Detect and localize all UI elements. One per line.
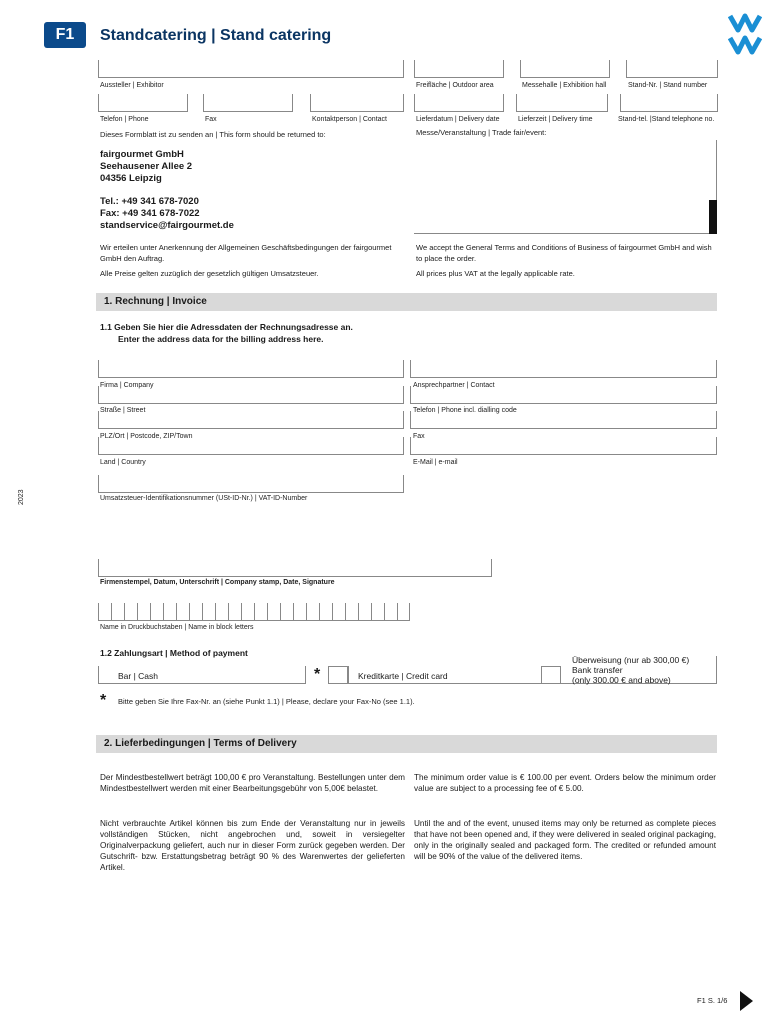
recipient-tel: Tel.: +49 341 678-7020	[100, 196, 199, 207]
delivery-de-2: Nicht verbrauchte Artikel können bis zum Ende der Veranstaltung nur in jeweils vollständigen Stücken, nicht angebrochen und, soweit in versiegelter Originalverpackung geliefert, auch nur in dieser Form zurück gegeben werden. Der Gutschrift- bzw. Erstattungsbetrag beträgt 90 % des Warenwertes der gelieferten Artikel.	[100, 819, 405, 872]
recipient-company: fairgourmet GmbH	[100, 149, 184, 160]
street-label: Straße | Street	[100, 407, 146, 414]
delivery-de-1: Der Mindestbestellwert beträgt 100,00 € pro Veranstaltung. Bestellungen unter dem Mindestbestellwert werden mit einer Bearbeitungsgebühr von 5,00€ belastet.	[100, 773, 405, 793]
email-field[interactable]	[410, 437, 717, 455]
recipient-city: 04356 Leipzig	[100, 173, 162, 184]
terms-de-1: Wir erteilen unter Anerkennung der Allgemeinen Geschäftsbedingungen der fairgourmet GmbH den Auftrag.	[100, 243, 392, 263]
block-letters-field[interactable]	[98, 603, 410, 621]
credit-card-checkbox[interactable]	[328, 666, 348, 684]
terms-en-1: We accept the General Terms and Conditions of Business of fairgourmet GmbH and wish to place the order.	[416, 243, 712, 263]
billing-instruction-de: 1.1 Geben Sie hier die Adressdaten der Rechnungsadresse an.	[100, 322, 353, 332]
billing-phone-label: Telefon | Phone incl. dialling code	[413, 407, 517, 414]
vat-id-field[interactable]	[98, 475, 404, 493]
country-field[interactable]	[98, 437, 404, 455]
bank-transfer-limit: (only 300.00 € and above)	[572, 675, 671, 685]
bank-transfer-en: Bank transfer	[572, 665, 623, 675]
billing-fax-label: Fax	[413, 433, 425, 440]
contact-label: Kontaktperson | Contact	[312, 116, 387, 123]
year-marker: 2023	[18, 489, 25, 505]
billing-instruction	[100, 321, 353, 345]
fax-field[interactable]	[203, 94, 293, 112]
exhibition-hall-label: Messehalle | Exhibition hall	[522, 82, 607, 89]
cash-label: Bar | Cash	[118, 671, 159, 681]
trade-fair-field[interactable]	[414, 140, 717, 234]
stand-number-field[interactable]	[626, 60, 718, 78]
credit-card-label: Kreditkarte | Credit card	[358, 671, 448, 681]
payment-title: 1.2 Zahlungsart | Method of payment	[100, 648, 248, 658]
fax-footnote: Bitte geben Sie Ihre Fax-Nr. an (siehe Punkt 1.1) | Please, declare your Fax-No (see 1.1).	[118, 697, 415, 706]
delivery-date-field[interactable]	[414, 94, 504, 112]
recipient-address	[100, 149, 192, 185]
billing-instruction-en: Enter the address data for the billing address here.	[118, 334, 324, 344]
phone-field[interactable]	[98, 94, 188, 112]
contact-field[interactable]	[310, 94, 404, 112]
stand-phone-field[interactable]	[620, 94, 718, 112]
company-label: Firma | Company	[100, 382, 154, 389]
bank-transfer-de: Überweisung (nur ab 300,00 €)	[572, 655, 690, 665]
recipient-street: Seehausener Allee 2	[100, 161, 193, 172]
page-title: Standcatering | Stand catering	[100, 27, 332, 44]
billing-fax-field[interactable]	[410, 411, 717, 429]
next-page-arrow-icon[interactable]	[738, 990, 754, 1012]
fax-label: Fax	[205, 116, 217, 123]
required-star: *	[314, 666, 321, 683]
exhibition-hall-field[interactable]	[520, 60, 610, 78]
form-badge: F1	[44, 22, 86, 48]
company-field[interactable]	[98, 360, 404, 378]
billing-phone-field[interactable]	[410, 386, 717, 404]
stand-number-label: Stand-Nr. | Stand number	[628, 82, 708, 89]
street-field[interactable]	[98, 386, 404, 404]
stand-phone-label: Stand-tel. |Stand telephone no.	[618, 116, 715, 123]
delivery-date-label: Lieferdatum | Delivery date	[416, 116, 500, 123]
phone-label: Telefon | Phone	[100, 116, 149, 123]
delivery-time-label: Lieferzeit | Delivery time	[518, 116, 593, 123]
terms-de-2: Alle Preise gelten zuzüglich der gesetzlich gültigen Umsatzsteuer.	[100, 269, 319, 278]
postcode-label: PLZ/Ort | Postcode, ZIP/Town	[100, 433, 193, 440]
delivery-time-field[interactable]	[516, 94, 608, 112]
trade-fair-logo-icon	[728, 10, 762, 60]
recipient-fax: Fax: +49 341 678-7022	[100, 208, 200, 219]
contact-person-field[interactable]	[410, 360, 717, 378]
signature-field[interactable]	[98, 559, 492, 577]
bank-transfer-checkbox[interactable]	[541, 666, 561, 684]
section-delivery-header: 2. Lieferbedingungen | Terms of Delivery	[96, 735, 717, 753]
footnote-star: *	[100, 692, 107, 709]
vat-id-label: Umsatzsteuer-Identifikationsnummer (USt-ID-Nr.) | VAT-ID-Number	[100, 495, 308, 502]
contact-person-label: Ansprechpartner | Contact	[413, 382, 495, 389]
delivery-en-2: Until the and of the event, unused items may only be returned as complete pieces that have not been opened and, if they were delivered in sealed original packaging, only in the originally sealed and packaged form. The credited or refunded amount will be 90% of the value of the delivered items.	[414, 819, 716, 861]
exhibitor-label: Aussteller | Exhibitor	[100, 82, 164, 89]
signature-label: Firmenstempel, Datum, Unterschrift | Company stamp, Date, Signature	[100, 579, 335, 586]
postcode-field[interactable]	[98, 411, 404, 429]
trade-fair-label: Messe/Veranstaltung | Trade fair/event:	[416, 128, 547, 137]
return-note: Dieses Formblatt ist zu senden an | This form should be returned to:	[100, 130, 326, 139]
recipient-email: standservice@fairgourmet.de	[100, 220, 234, 231]
field-edge-marker	[709, 200, 717, 234]
page-number: F1 S. 1/6	[697, 996, 728, 1005]
delivery-en-1: The minimum order value is € 100.00 per event. Orders below the minimum order value are subject to a processing fee of € 5.00.	[414, 773, 716, 793]
outdoor-area-field[interactable]	[414, 60, 504, 78]
outdoor-area-label: Freifläche | Outdoor area	[416, 82, 494, 89]
terms-en-2: All prices plus VAT at the legally applicable rate.	[416, 269, 575, 278]
email-label: E-Mail | e-mail	[413, 459, 458, 466]
block-letters-label: Name in Druckbuchstaben | Name in block letters	[100, 624, 254, 631]
recipient-contact	[100, 196, 234, 232]
exhibitor-field[interactable]	[98, 60, 404, 78]
country-label: Land | Country	[100, 459, 146, 466]
bank-transfer-label	[572, 655, 689, 685]
section-invoice-header: 1. Rechnung | Invoice	[96, 293, 717, 311]
